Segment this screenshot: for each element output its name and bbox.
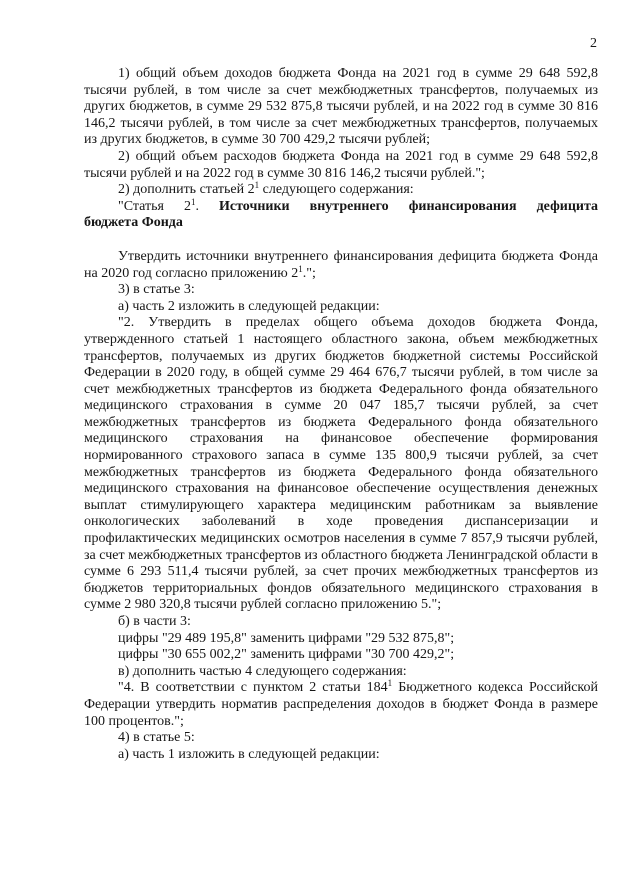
paragraph-transfers: "2. Утвердить в пределах общего объема доходов бюджета Фонда, утвержденного статьей 1 настоящего областного закона, объем межбюджетных трансфертов, получаемых из других бюджетов бюджетной системы Российской Федерации в 2020 году, в общей сумме 29 464 676,7 тысячи рублей, в том числе за счет межбюджетных трансфертов из бюджета Федерального фонда обязательного медицинского страхования в сумме 20 047 185,7 тысячи рублей, за счет межбюджетных трансфертов из бюджета Федерального фонда обязательного медицинского страхования на финансовое обеспечение формирования нормированного страхового запаса в сумме 135 800,9 тысячи рублей, за счет межбюджетных трансфертов из бюджета Федерального фонда обязательного медицинского страхования на финансовое обеспечение осуществления денежных выплат стимулирующего характера медицинским работникам за выявление онкологических заболеваний в ходе проведения диспансеризации и профилактических медицинских осмотров населения в сумме 7 857,9 тысячи рублей, за счет межбюджетных трансфертов из областного бюджета Ленинградской области в сумме 6 293 511,4 тысячи рублей, за счет прочих межбюджетных трансфертов из бюджетов территориальных фондов обязательного медицинского страхования в сумме 2 980 320,8 тысячи рублей согласно приложению 5."; xyxy=(84,315,598,613)
paragraph-figures-1: цифры "29 489 195,8" заменить цифрами "29 532 875,8"; xyxy=(118,630,455,646)
paragraph-article3: 3) в статье 3: xyxy=(118,282,195,298)
page-number: 2 xyxy=(590,36,597,51)
document-body xyxy=(84,66,598,763)
spacer xyxy=(84,232,598,249)
text-span: Утвердить источники внутреннего финансирования дефицита бюджета Фонда на 2020 год согласно приложению 2 xyxy=(84,248,598,281)
paragraph-part1: а) часть 1 изложить в следующей редакции: xyxy=(118,746,380,762)
text-span: "4. В соответствии с пунктом 2 статьи 184 xyxy=(118,680,388,696)
superscript: 1 xyxy=(298,263,303,274)
paragraph-add-article xyxy=(84,182,598,199)
article-title xyxy=(84,196,598,216)
paragraph-part3: б) в части 3: xyxy=(118,614,191,629)
paragraph-approve-sources xyxy=(84,249,598,282)
paragraph-figures-2: цифры "30 655 002,2" заменить цифрами "30 700 429,2"; xyxy=(118,647,455,663)
article-heading-cont: бюджета Фонда xyxy=(84,215,183,231)
paragraph-norm xyxy=(84,680,598,730)
article-label: "Статья $2^1$. xyxy=(118,196,220,214)
text-span: 2) дополнить статьей 2 xyxy=(118,182,255,198)
superscript: 1 xyxy=(254,180,260,191)
paragraph-revenue: 1) общий объем доходов бюджета Фонда на 2021 год в сумме 29 648 592,8 тысячи рублей, в том числе за счет межбюджетных трансфертов, получаемых из других бюджетов, в сумме 29 532 875,8 тысячи рублей, и на 2022 год в сумме 30 816 146,2 тысячи рублей, в том числе за счет межбюджетных трансфертов, получаемых из других бюджетов, в сумме 30 700 429,2 тысячи рублей; xyxy=(84,66,598,148)
paragraph-expenses: 2) общий объем расходов бюджета Фонда на 2021 год в сумме 29 648 592,8 тысячи рублей и на 2022 год в сумме 30 816 146,2 тысячи рублей."; xyxy=(84,148,598,181)
article-heading: Источники внутреннего финансирования дефицита xyxy=(219,198,598,214)
paragraph-part2: а) часть 2 изложить в следующей редакции: xyxy=(118,298,380,314)
text-span: ."; xyxy=(302,265,316,281)
superscript: 1 xyxy=(387,678,393,689)
text-span: следующего содержания: xyxy=(259,182,414,198)
paragraph-article5: 4) в статье 5: xyxy=(118,730,195,746)
paragraph-part4: в) дополнить частью 4 следующего содержания: xyxy=(118,663,407,679)
text-span: Бюджетного кодекса Российской Федерации утвердить норматив распределения доходов в бюджет Фонда в размере 100 процентов."; xyxy=(84,680,598,729)
